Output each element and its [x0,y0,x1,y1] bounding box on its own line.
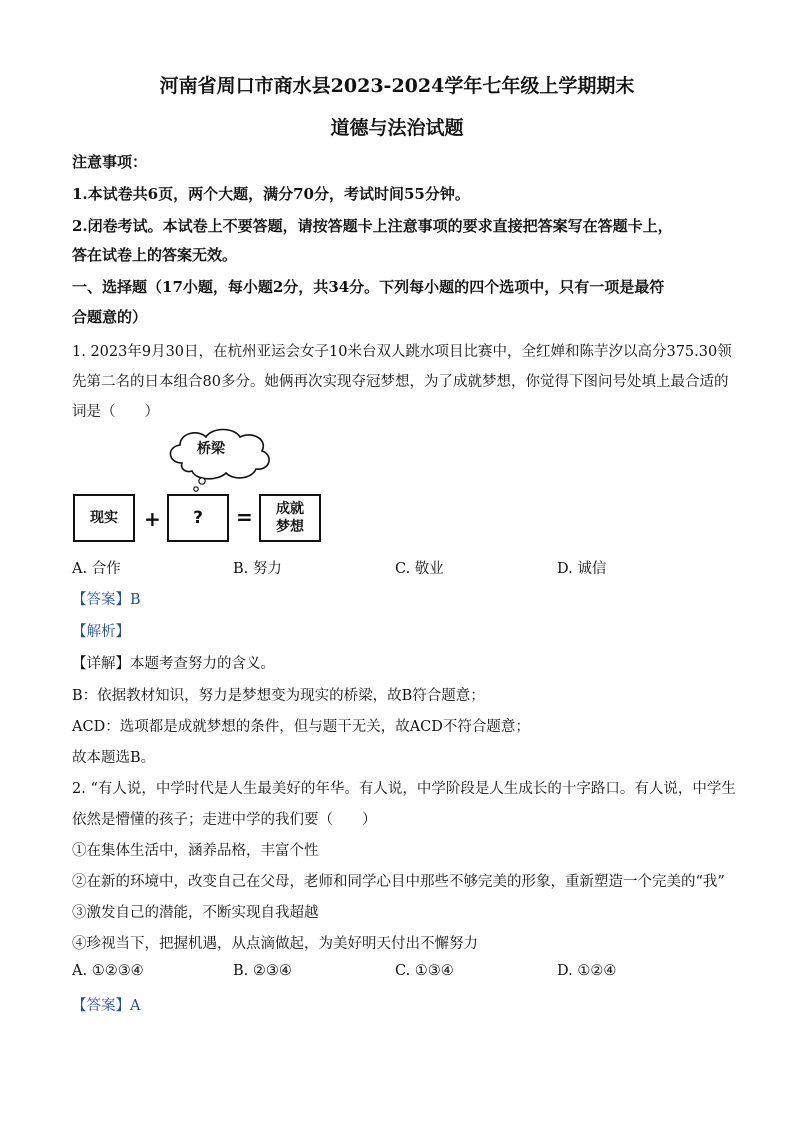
q1-explanation-1: B：依据教材知识，努力是梦想变为现实的桥梁，故B符合题意； [72,688,485,704]
q2-stem-line2: 依然是懵懂的孩子；走进中学的我们要（ ） [72,812,377,828]
q1-answer [72,588,141,609]
q1-detail: 【详解】本题考查努力的含义。 [72,656,275,672]
plus-sign: + [144,507,161,531]
q1-stem-line2: 先第二名的日本组合80多分。她俩再次实现夺冠梦想，为了成就梦想，你觉得下图问号处填上最合适的 [72,374,729,390]
q1-option-c: C. 敬业 [395,561,444,577]
equals-sign: = [236,505,253,529]
notice-item-1: 1.本试卷共6页，两个大题，满分70分，考试时间55分钟。 [72,185,470,203]
box-reality [73,494,135,542]
q1-explanation-2: ACD：选项都是成就梦想的条件，但与题干无关，故ACD不符合题意； [72,719,530,735]
q2-answer: 【答案】A [72,998,141,1014]
exam-title-line1: 河南省周口市商水县2023-2024学年七年级上学期期末 [159,75,635,97]
box-question [167,494,229,542]
q1-option-a: A. 合作 [72,561,121,577]
box-achieve-dream [259,494,321,542]
q1-option-b: B. 努力 [233,561,282,577]
box-reality-label: 现实 [90,510,118,526]
section1-heading-line1: 一、选择题（17小题，每小题2分，共34分。下列每小题的四个选项中，只有一项是最符 [72,278,665,296]
q1-stem-line1: 1. 2023年9月30日，在杭州亚运会女子10米台双人跳水项目比赛中，全红婵和陈芋汐以高分375.30领 [72,344,732,360]
q1-stem-line3: 词是（ ） [72,404,159,420]
q2-option-a: A. ①②③④ [72,963,144,979]
q1-analysis-label: 【解析】 [72,624,130,640]
q2-option-b: B. ②③④ [233,963,292,979]
box-achieve-dream-line2: 梦想 [276,519,304,535]
q2-item-3: ③激发自己的潜能，不断实现自我超越 [72,905,319,921]
section1-heading-line2: 合题意的） [72,308,148,326]
q1-answer-text: 【答案】B [72,592,141,608]
q2-item-4: ④珍视当下，把握机遇，从点滴做起，为美好明天付出不懈努力 [72,936,478,952]
thought-cloud-icon [160,425,280,495]
cloud-text: 桥梁 [197,441,225,457]
box-achieve-dream-line1: 成就 [276,501,304,517]
notice-item-2-line2: 答在试卷上的答案无效。 [72,246,238,264]
q2-option-c: C. ①③④ [395,963,454,979]
q2-item-2: ②在新的环境中，改变自己在父母，老师和同学心目中那些不够完美的形象，重新塑造一个完美的“我” [72,874,725,890]
notice-heading: 注意事项： [72,153,148,171]
q2-item-1: ①在集体生活中，涵养品格，丰富个性 [72,843,319,859]
exam-title-line2: 道德与法治试题 [330,117,464,139]
q1-option-d: D. 诚信 [557,561,607,577]
q2-option-d: D. ①②④ [557,963,617,979]
q2-stem-line1: 2. “有人说，中学时代是人生最美好的年华。有人说，中学阶段是人生成长的十字路口。有人说，中学生 [72,781,736,797]
q1-conclusion: 故本题选B。 [72,750,156,766]
question-mark: ? [193,508,203,528]
notice-item-2-line1: 2.闭卷考试。本试卷上不要答题，请按答题卡上注意事项的要求直接把答案写在答题卡上， [72,217,673,235]
